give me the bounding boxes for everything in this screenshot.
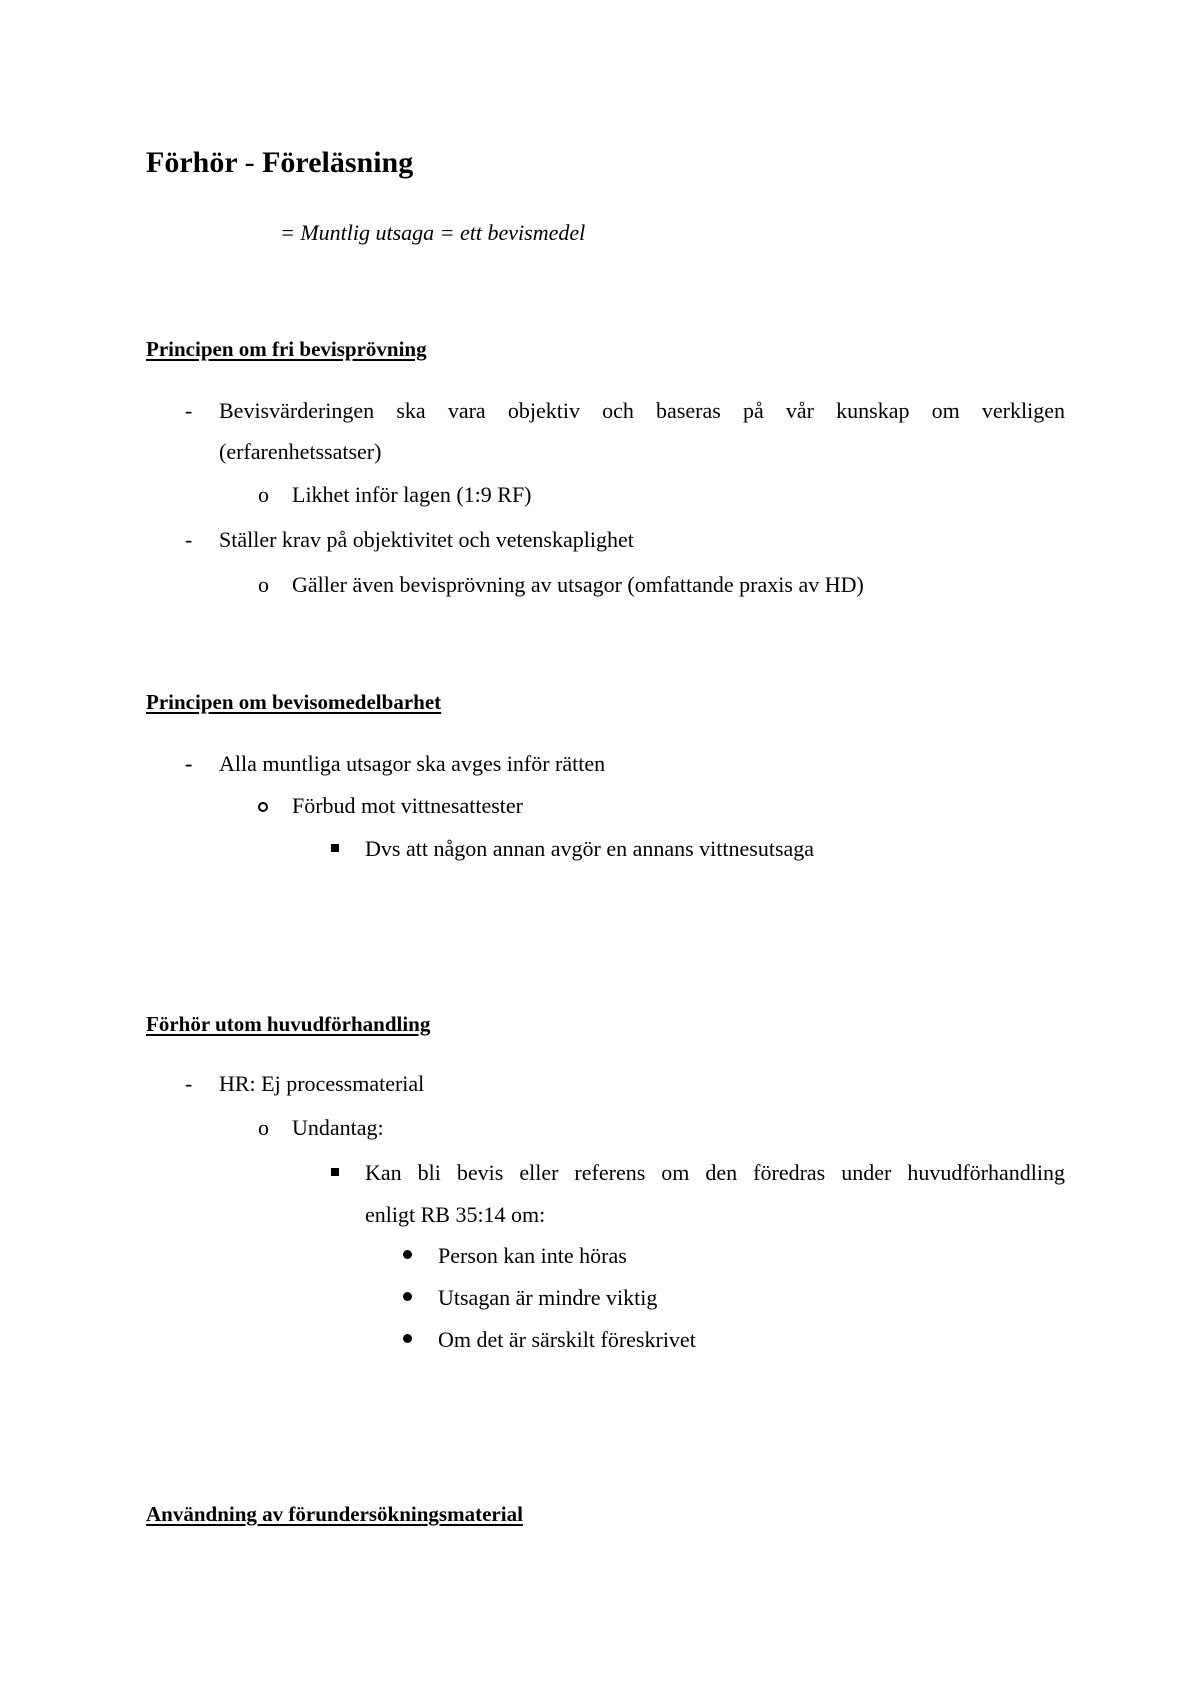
disc-bullet-icon [403, 1250, 412, 1259]
list-item-text-continuation: enligt RB 35:14 om: [365, 1202, 546, 1227]
list-item-text: Utsagan är mindre viktig [438, 1285, 658, 1310]
page-title [146, 146, 413, 180]
list-item-text: Likhet inför lagen (1:9 RF) [292, 482, 532, 507]
list-item-text: Förbud mot vittnesattester [292, 793, 523, 818]
list-item-text: HR: Ej processmaterial [219, 1071, 425, 1096]
section-heading-bevisomedelbarhet: Principen om bevisomedelbarhet [146, 690, 442, 714]
section-heading-forundersokningsmaterial: Användning av förundersökningsmaterial [146, 1502, 523, 1526]
circle-bullet: o [258, 572, 269, 597]
title-main: Förhör [146, 146, 238, 179]
dash-bullet: - [185, 398, 193, 423]
section-heading-fri-bevisprovning: Principen om fri bevisprövning [146, 337, 427, 361]
list-item-text: Undantag: [292, 1115, 384, 1140]
circle-bullet: o [258, 482, 269, 507]
list-item-text: Dvs att någon annan avgör en annans vittnesutsaga [365, 836, 815, 861]
circle-bullet: o [258, 1115, 269, 1140]
title-rest: Föreläsning [262, 146, 414, 179]
list-item-text: Bevisvärderingen ska vara objektiv och baseras på vår kunskap om verkligen [219, 398, 1065, 423]
ring-bullet-icon [258, 802, 268, 812]
disc-bullet-icon [403, 1292, 412, 1301]
dash-bullet: - [185, 751, 193, 776]
disc-bullet-icon [403, 1334, 412, 1343]
section-heading-forhor-utom-huvudforhandling: Förhör utom huvudförhandling [146, 1012, 431, 1036]
list-item-text: Person kan inte höras [438, 1243, 627, 1268]
list-item-text-continuation: (erfarenhetssatser) [219, 439, 382, 464]
dash-bullet: - [185, 527, 193, 552]
list-item-text: Kan bli bevis eller referens om den föredras under huvudförhandling [365, 1160, 1065, 1185]
title-separator: - [244, 146, 255, 179]
square-bullet-icon [331, 1168, 339, 1176]
list-item-text: Ställer krav på objektivitet och vetenskaplighet [219, 527, 634, 552]
square-bullet-icon [331, 844, 339, 852]
list-item-text: Alla muntliga utsagor ska avges inför rätten [219, 751, 606, 776]
page-subtitle: = Muntlig utsaga = ett bevismedel [280, 220, 586, 245]
list-item-text: Gäller även bevisprövning av utsagor (omfattande praxis av HD) [292, 572, 864, 597]
list-item-text: Om det är särskilt föreskrivet [438, 1327, 696, 1352]
dash-bullet: - [185, 1071, 193, 1096]
